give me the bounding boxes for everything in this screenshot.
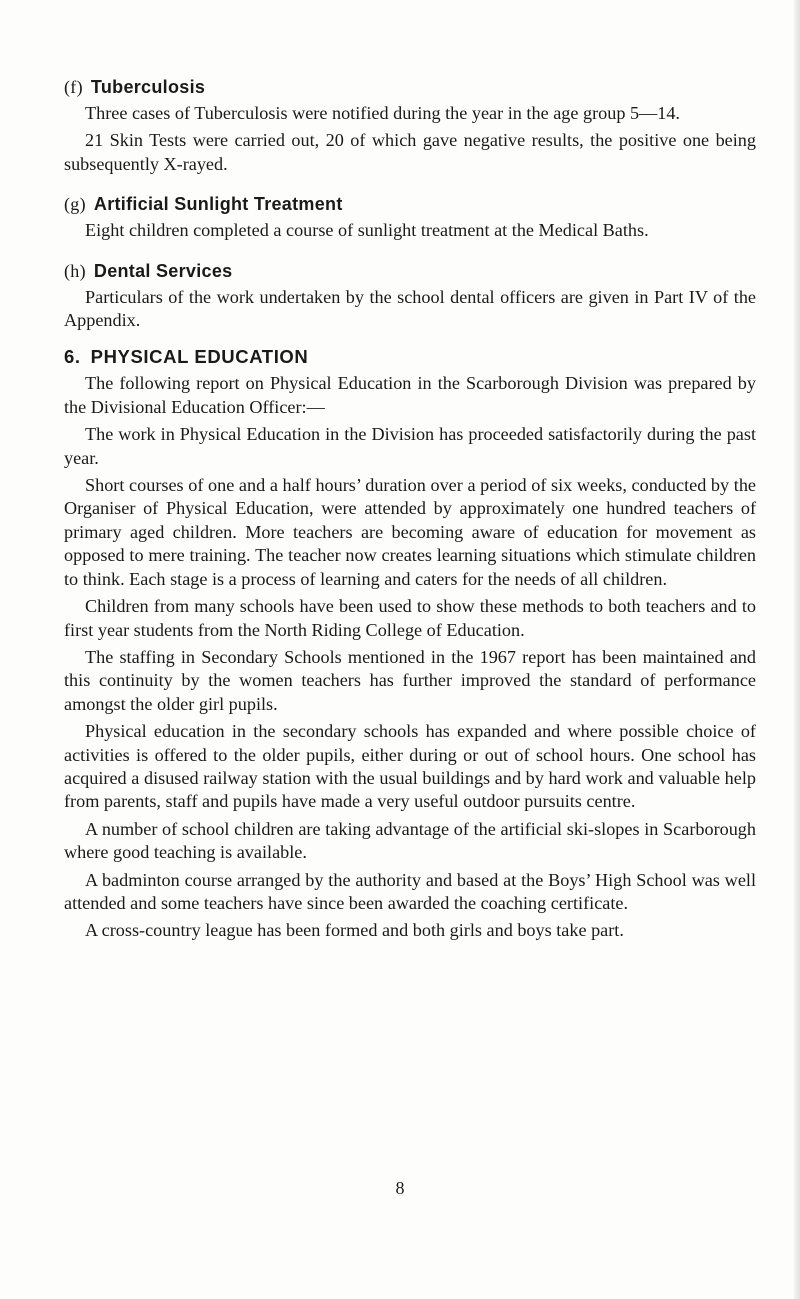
paragraph: A cross-country league has been formed and both girls and boys take part. (85, 920, 624, 941)
section-physical-education (64, 346, 756, 942)
page-content (64, 76, 756, 943)
spacer (64, 332, 756, 346)
section-mark: (g) (64, 194, 86, 215)
section-mark: (h) (64, 260, 86, 281)
paragraph: Physical education in the secondary schools has expanded and where possible choice of activities is offered to the older pupils, either during or out of school hours. One school has acquired a disused railway station with the usual buildings and by hard work and valuable help from parents, staff and pupils have made a very useful outdoor pursuits centre. (64, 721, 756, 812)
paragraph: Three cases of Tuberculosis were notified during the year in the age group 5—14. (85, 103, 680, 123)
section-artificial-sunlight (64, 193, 756, 242)
paragraph: Children from many schools have been used to show these methods to both teachers and to first year students from the North Riding College of Education. (64, 596, 756, 640)
section-title: PHYSICAL EDUCATION (90, 346, 309, 368)
page-edge-shadow (794, 0, 800, 1299)
section-heading (64, 76, 756, 98)
paragraph: 21 Skin Tests were carried out, 20 of which gave negative results, the positive one being subsequently X-rayed. (64, 130, 756, 174)
spacer (64, 176, 756, 193)
paragraph: The following report on Physical Education in the Scarborough Division was prepared by the Divisional Education Officer:— (64, 373, 756, 417)
paragraph: Short courses of one and a half hours’ duration over a period of six weeks, conducted by the Organiser of Physical Education, were attended by approximately one hundred teachers of primary aged children. More teachers are becoming aware of education for movement as opposed to mere training. The teacher now creates learning situations which stimulate children to think. Each stage is a process of learning and caters for the needs of all children. (64, 475, 756, 589)
section-heading (64, 346, 756, 368)
section-title: Tuberculosis (90, 77, 206, 97)
paragraph: The work in Physical Education in the Division has proceeded satisfactorily during the past year. (64, 424, 756, 468)
paragraph: Eight children completed a course of sunlight treatment at the Medical Baths. (85, 220, 649, 241)
paragraph: A badminton course arranged by the authority and based at the Boys’ High School was well attended and some teachers have since been awarded the coaching certificate. (64, 869, 756, 913)
section-tuberculosis (64, 76, 756, 176)
paragraph: Particulars of the work undertaken by the school dental officers are given in Part IV of the Appendix. (64, 286, 756, 331)
spacer (64, 243, 756, 260)
paragraph: A number of school children are taking advantage of the artificial ski-slopes in Scarborough where good teaching is available. (64, 818, 756, 863)
section-dental-services (64, 260, 756, 333)
paragraph: The staffing in Secondary Schools mentioned in the 1967 report has been maintained and this continuity by the women teachers has further improved the standard of performance amongst the older girl pupils. (64, 646, 756, 714)
section-mark: 6. (64, 346, 81, 368)
section-title: Dental Services (93, 260, 233, 281)
section-title: Artificial Sunlight Treatment (93, 194, 343, 215)
section-heading (64, 260, 756, 282)
section-heading (64, 193, 756, 215)
section-mark: (f) (64, 77, 83, 97)
page-number: 8 (395, 1178, 405, 1198)
